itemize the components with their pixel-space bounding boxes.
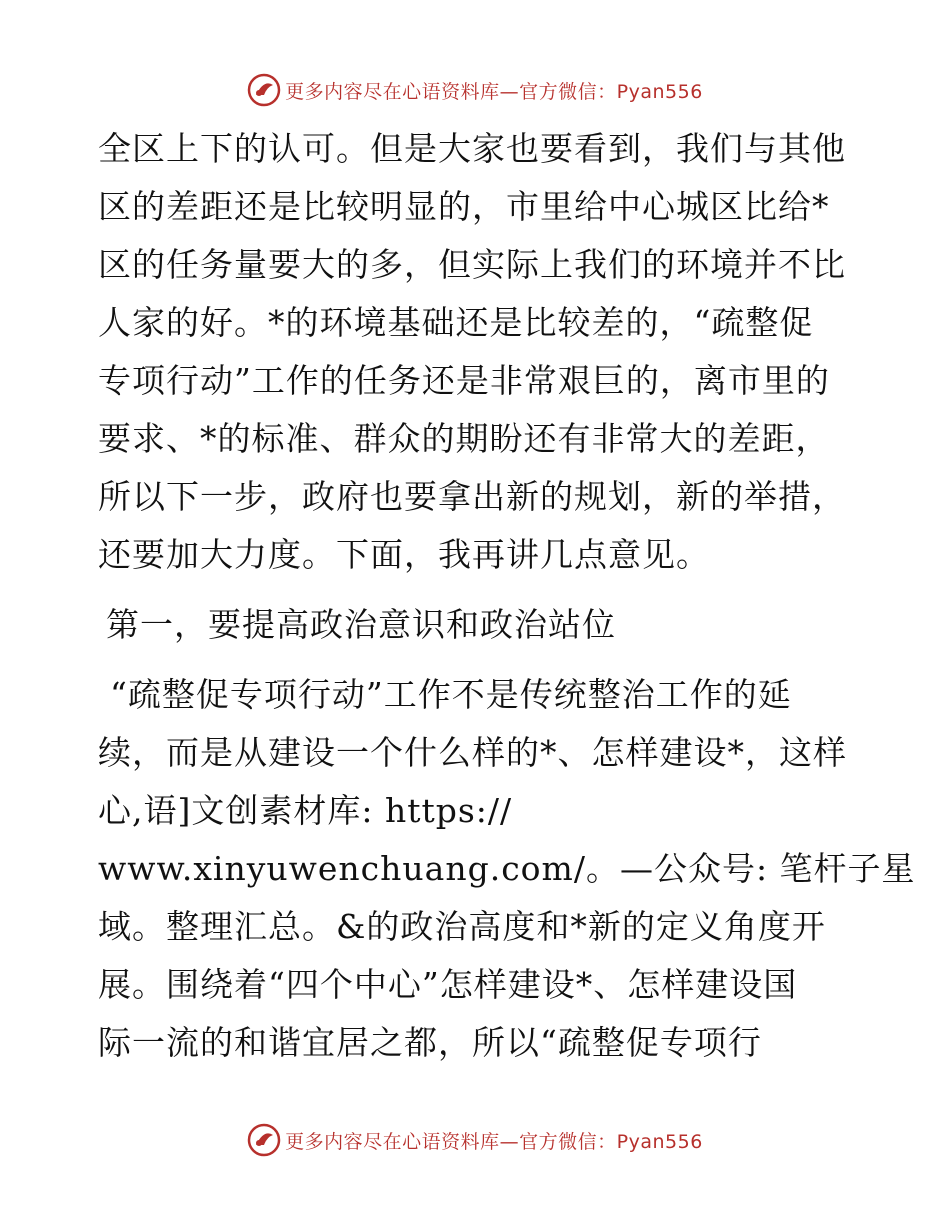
text-line: 专项行动”工作的任务还是非常艰巨的，离市里的 xyxy=(98,361,830,400)
section-heading: 第一，要提高政治意识和政治站位 xyxy=(106,605,616,644)
header-watermark-banner xyxy=(0,70,950,110)
watermark-site-name: 更多内容尽在心语资料库 xyxy=(285,80,500,103)
text-line: 全区上下的认可。但是大家也要看到，我们与其他 xyxy=(98,129,846,168)
watermark-separator: — xyxy=(499,80,520,103)
text-line: 人家的好。*的环境基础还是比较差的，“疏整促 xyxy=(98,303,814,342)
document-body xyxy=(98,120,916,1072)
watermark-wechat: 官方微信：Pyan556 xyxy=(519,80,703,103)
text-line: 续，而是从建设一个什么样的*、怎样建设*，这样 xyxy=(98,733,847,772)
text-line: 域。整理汇总。&的政治高度和*新的定义角度开 xyxy=(98,907,826,946)
watermark-separator: — xyxy=(499,1130,520,1153)
text-line: 还要加大力度。下面，我再讲几点意见。 xyxy=(98,535,710,574)
text-line: “疏整促专项行动”工作不是传统整治工作的延 xyxy=(110,675,792,714)
text-line: 区的任务量要大的多，但实际上我们的环境并不比 xyxy=(98,245,846,284)
text-line: www.xinyuwenchuang.com/。—公众号: 笔杆子星 xyxy=(98,849,916,888)
footer-watermark-banner xyxy=(0,1120,950,1160)
text-line: 所以下一步，政府也要拿出新的规划，新的举措， xyxy=(98,477,846,516)
text-line: 心,语]文创素材库: https:// xyxy=(98,791,513,830)
paragraph-1 xyxy=(98,120,858,584)
brand-logo-icon xyxy=(247,73,281,107)
text-line: 际一流的和谐宜居之都，所以“疏整促专项行 xyxy=(98,1023,762,1062)
watermark-wechat: 官方微信：Pyan556 xyxy=(519,1130,703,1153)
text-line: 区的差距还是比较明显的，市里给中心城区比给* xyxy=(98,187,830,226)
text-line: 展。围绕着“四个中心”怎样建设*、怎样建设国 xyxy=(98,965,798,1004)
text-line: 要求、*的标准、群众的期盼还有非常大的差距， xyxy=(98,419,830,458)
watermark-site-name: 更多内容尽在心语资料库 xyxy=(285,1130,500,1153)
watermark-text xyxy=(285,1127,703,1154)
paragraph-2 xyxy=(98,666,916,1072)
brand-logo-icon xyxy=(247,1123,281,1157)
watermark-text xyxy=(285,77,703,104)
